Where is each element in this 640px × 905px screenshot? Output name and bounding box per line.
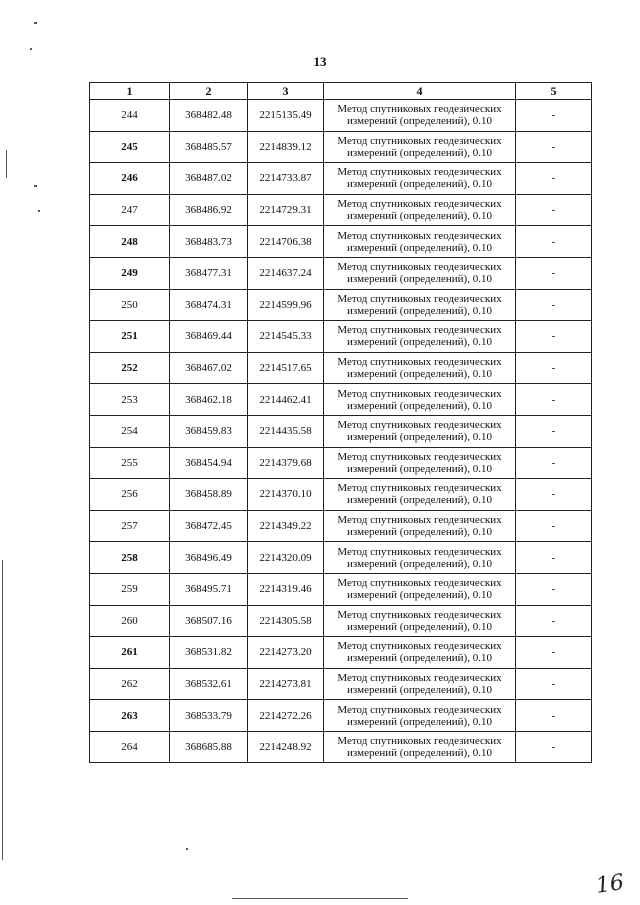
y-coordinate-cell: 2214517.65	[248, 352, 324, 384]
table-row	[90, 226, 592, 258]
method-cell: Метод спутниковых геодезических измерений (определений), 0.10	[324, 637, 516, 669]
note-cell: -	[516, 700, 592, 732]
table-row	[90, 542, 592, 574]
x-coordinate-cell: 368486.92	[170, 194, 248, 226]
table-row	[90, 479, 592, 511]
note-cell: -	[516, 510, 592, 542]
y-coordinate-cell: 2214320.09	[248, 542, 324, 574]
point-number-cell: 248	[90, 226, 170, 258]
x-coordinate-cell: 368477.31	[170, 257, 248, 289]
table-row	[90, 321, 592, 353]
table-row	[90, 194, 592, 226]
point-number-cell: 260	[90, 605, 170, 637]
x-coordinate-cell: 368462.18	[170, 384, 248, 416]
point-number-cell: 247	[90, 194, 170, 226]
method-cell: Метод спутниковых геодезических измерений (определений), 0.10	[324, 321, 516, 353]
coordinates-table	[89, 82, 592, 763]
table-row	[90, 731, 592, 763]
table-header-row	[90, 83, 592, 100]
x-coordinate-cell: 368485.57	[170, 131, 248, 163]
y-coordinate-cell: 2215135.49	[248, 100, 324, 132]
table-row	[90, 100, 592, 132]
note-cell: -	[516, 573, 592, 605]
x-coordinate-cell: 368482.48	[170, 100, 248, 132]
y-coordinate-cell: 2214706.38	[248, 226, 324, 258]
method-cell: Метод спутниковых геодезических измерений (определений), 0.10	[324, 542, 516, 574]
note-cell: -	[516, 352, 592, 384]
table-row	[90, 163, 592, 195]
scan-mark	[34, 185, 37, 187]
x-coordinate-cell: 368496.49	[170, 542, 248, 574]
note-cell: -	[516, 226, 592, 258]
method-cell: Метод спутниковых геодезических измерений (определений), 0.10	[324, 226, 516, 258]
note-cell: -	[516, 321, 592, 353]
method-cell: Метод спутниковых геодезических измерений (определений), 0.10	[324, 163, 516, 195]
scan-mark	[186, 848, 188, 850]
table-row	[90, 700, 592, 732]
x-coordinate-cell: 368495.71	[170, 573, 248, 605]
y-coordinate-cell: 2214273.81	[248, 668, 324, 700]
x-coordinate-cell: 368474.31	[170, 289, 248, 321]
point-number-cell: 263	[90, 700, 170, 732]
note-cell: -	[516, 731, 592, 763]
y-coordinate-cell: 2214273.20	[248, 637, 324, 669]
method-cell: Метод спутниковых геодезических измерений (определений), 0.10	[324, 257, 516, 289]
point-number-cell: 259	[90, 573, 170, 605]
note-cell: -	[516, 100, 592, 132]
method-cell: Метод спутниковых геодезических измерений (определений), 0.10	[324, 668, 516, 700]
header-col-1: 1	[90, 83, 170, 100]
y-coordinate-cell: 2214435.58	[248, 415, 324, 447]
point-number-cell: 257	[90, 510, 170, 542]
y-coordinate-cell: 2214599.96	[248, 289, 324, 321]
y-coordinate-cell: 2214272.26	[248, 700, 324, 732]
note-cell: -	[516, 384, 592, 416]
point-number-cell: 262	[90, 668, 170, 700]
method-cell: Метод спутниковых геодезических измерений (определений), 0.10	[324, 731, 516, 763]
x-coordinate-cell: 368533.79	[170, 700, 248, 732]
y-coordinate-cell: 2214839.12	[248, 131, 324, 163]
scan-mark	[6, 150, 7, 178]
point-number-cell: 258	[90, 542, 170, 574]
table-row	[90, 637, 592, 669]
point-number-cell: 244	[90, 100, 170, 132]
point-number-cell: 254	[90, 415, 170, 447]
table-row	[90, 605, 592, 637]
table-row	[90, 257, 592, 289]
x-coordinate-cell: 368467.02	[170, 352, 248, 384]
method-cell: Метод спутниковых геодезических измерений (определений), 0.10	[324, 510, 516, 542]
y-coordinate-cell: 2214305.58	[248, 605, 324, 637]
method-cell: Метод спутниковых геодезических измерений (определений), 0.10	[324, 605, 516, 637]
scan-mark	[38, 210, 40, 212]
table-row	[90, 384, 592, 416]
method-cell: Метод спутниковых геодезических измерений (определений), 0.10	[324, 194, 516, 226]
method-cell: Метод спутниковых геодезических измерений (определений), 0.10	[324, 352, 516, 384]
y-coordinate-cell: 2214349.22	[248, 510, 324, 542]
point-number-cell: 249	[90, 257, 170, 289]
method-cell: Метод спутниковых геодезических измерений (определений), 0.10	[324, 573, 516, 605]
x-coordinate-cell: 368459.83	[170, 415, 248, 447]
table-body	[90, 100, 592, 763]
note-cell: -	[516, 415, 592, 447]
table-row	[90, 352, 592, 384]
page-number: 13	[313, 54, 327, 69]
note-cell: -	[516, 289, 592, 321]
note-cell: -	[516, 542, 592, 574]
point-number-cell: 245	[90, 131, 170, 163]
point-number-cell: 246	[90, 163, 170, 195]
method-cell: Метод спутниковых геодезических измерений (определений), 0.10	[324, 415, 516, 447]
point-number-cell: 251	[90, 321, 170, 353]
point-number-cell: 264	[90, 731, 170, 763]
point-number-cell: 252	[90, 352, 170, 384]
note-cell: -	[516, 257, 592, 289]
x-coordinate-cell: 368685.88	[170, 731, 248, 763]
point-number-cell: 256	[90, 479, 170, 511]
y-coordinate-cell: 2214637.24	[248, 257, 324, 289]
note-cell: -	[516, 194, 592, 226]
table-row	[90, 573, 592, 605]
method-cell: Метод спутниковых геодезических измерений (определений), 0.10	[324, 700, 516, 732]
y-coordinate-cell: 2214248.92	[248, 731, 324, 763]
note-cell: -	[516, 668, 592, 700]
header-col-2: 2	[170, 83, 248, 100]
method-cell: Метод спутниковых геодезических измерений (определений), 0.10	[324, 447, 516, 479]
note-cell: -	[516, 479, 592, 511]
scan-mark	[34, 22, 37, 24]
x-coordinate-cell: 368458.89	[170, 479, 248, 511]
method-cell: Метод спутниковых геодезических измерений (определений), 0.10	[324, 479, 516, 511]
table-row	[90, 668, 592, 700]
y-coordinate-cell: 2214370.10	[248, 479, 324, 511]
y-coordinate-cell: 2214545.33	[248, 321, 324, 353]
scan-mark	[2, 560, 3, 860]
x-coordinate-cell: 368483.73	[170, 226, 248, 258]
note-cell: -	[516, 163, 592, 195]
x-coordinate-cell: 368532.61	[170, 668, 248, 700]
x-coordinate-cell: 368487.02	[170, 163, 248, 195]
y-coordinate-cell: 2214729.31	[248, 194, 324, 226]
y-coordinate-cell: 2214379.68	[248, 447, 324, 479]
header-col-5: 5	[516, 83, 592, 100]
method-cell: Метод спутниковых геодезических измерений (определений), 0.10	[324, 384, 516, 416]
note-cell: -	[516, 447, 592, 479]
point-number-cell: 255	[90, 447, 170, 479]
method-cell: Метод спутниковых геодезических измерений (определений), 0.10	[324, 289, 516, 321]
point-number-cell: 261	[90, 637, 170, 669]
point-number-cell: 250	[90, 289, 170, 321]
y-coordinate-cell: 2214462.41	[248, 384, 324, 416]
table-row	[90, 289, 592, 321]
point-number-cell: 253	[90, 384, 170, 416]
note-cell: -	[516, 637, 592, 669]
x-coordinate-cell: 368472.45	[170, 510, 248, 542]
table-row	[90, 415, 592, 447]
table-row	[90, 447, 592, 479]
x-coordinate-cell: 368469.44	[170, 321, 248, 353]
scan-mark	[30, 48, 32, 50]
handwritten-page-mark: 16	[594, 870, 626, 899]
y-coordinate-cell: 2214733.87	[248, 163, 324, 195]
note-cell: -	[516, 605, 592, 637]
table-row	[90, 131, 592, 163]
table-row	[90, 510, 592, 542]
note-cell: -	[516, 131, 592, 163]
header-col-3: 3	[248, 83, 324, 100]
x-coordinate-cell: 368454.94	[170, 447, 248, 479]
method-cell: Метод спутниковых геодезических измерений (определений), 0.10	[324, 131, 516, 163]
scan-mark	[232, 898, 408, 899]
y-coordinate-cell: 2214319.46	[248, 573, 324, 605]
method-cell: Метод спутниковых геодезических измерений (определений), 0.10	[324, 100, 516, 132]
x-coordinate-cell: 368531.82	[170, 637, 248, 669]
header-col-4: 4	[324, 83, 516, 100]
x-coordinate-cell: 368507.16	[170, 605, 248, 637]
